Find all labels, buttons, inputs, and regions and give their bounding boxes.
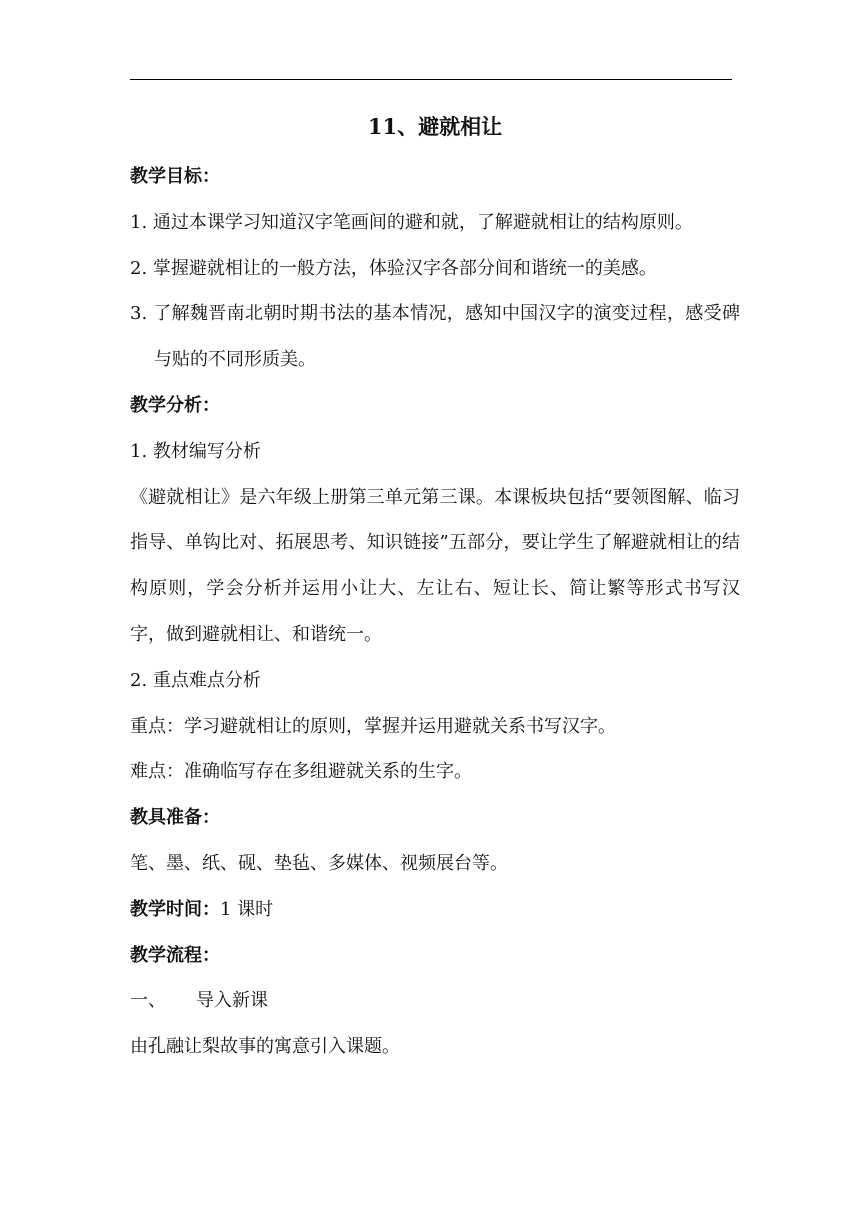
process-step [130, 978, 740, 1024]
analysis-subheading-textbook: 1. 教材编写分析 [130, 440, 261, 462]
key-point-text: 重点：学习避就相让的原则，掌握并运用避就关系书写汉字。 [130, 715, 616, 737]
header-rule [130, 79, 732, 80]
analysis-heading: 教学分析： [130, 394, 220, 416]
time-label: 教学时间： [130, 898, 220, 920]
analysis-subheading-keypoints: 2. 重点难点分析 [130, 669, 261, 691]
analysis-paragraph: 《避就相让》是六年级上册第三单元第三课。本课板块包括“要领图解、临习指导、单钩比对、拓展思考、知识链接”五部分，要让学生了解避就相让的结构原则，学会分析并运用小让大、左让右、短让长、简让繁等形式书写汉字，做到避就相让、和谐统一。 [130, 486, 740, 645]
goals-heading: 教学目标： [130, 166, 220, 187]
goal-item: 3. 了解魏晋南北朝时期书法的基本情况，感知中国汉字的演变过程，感受碑与贴的不同形质美。 [130, 303, 740, 371]
goal-item: 1. 通过本课学习知道汉字笔画间的避和就，了解避就相让的结构原则。 [130, 211, 693, 233]
process-step-number: 一、 [130, 990, 166, 1012]
time-value: 1 课时 [220, 898, 274, 920]
goals-list [130, 200, 740, 383]
page-title: 11、避就相让 [367, 114, 503, 139]
goal-item: 2. 掌握避就相让的一般方法，体验汉字各部分间和谐统一的美感。 [130, 257, 657, 279]
time-line [130, 887, 740, 933]
process-step-text: 由孔融让梨故事的寓意引入课题。 [130, 1036, 400, 1058]
process-heading: 教学流程： [130, 944, 220, 966]
process-step-title: 导入新课 [196, 990, 268, 1012]
tools-text: 笔、墨、纸、砚、垫毡、多媒体、视频展台等。 [130, 852, 508, 874]
tools-heading: 教具准备： [130, 807, 220, 829]
document-body [130, 100, 740, 1070]
difficulty-text: 难点：准确临写存在多组避就关系的生字。 [130, 761, 472, 783]
